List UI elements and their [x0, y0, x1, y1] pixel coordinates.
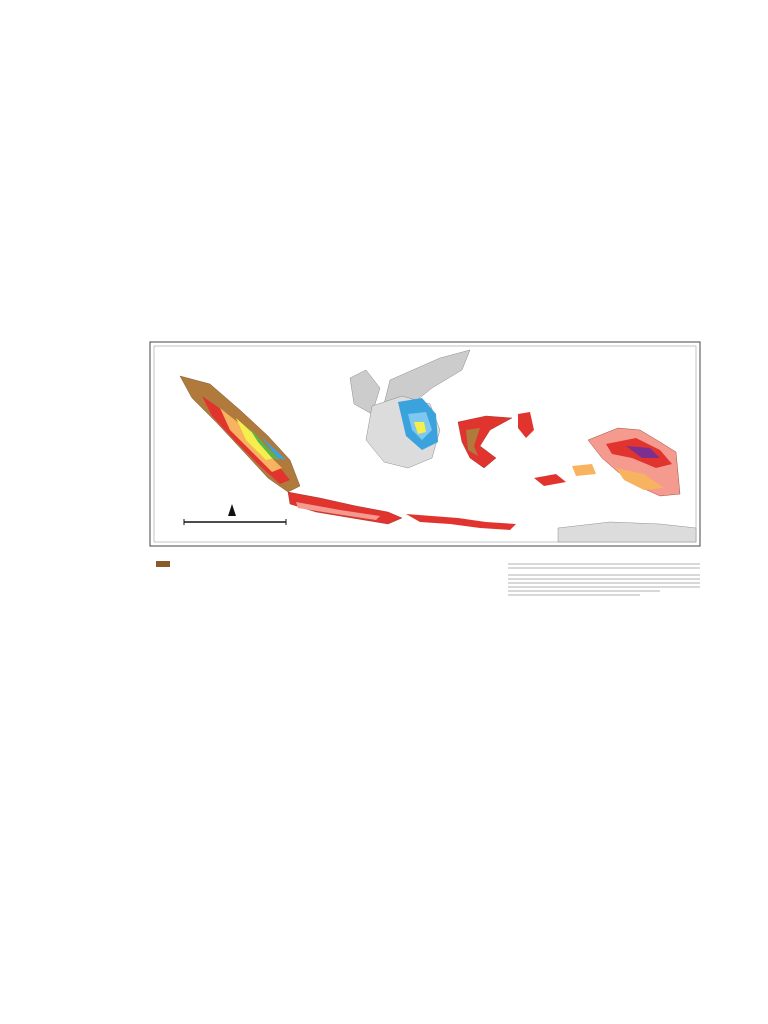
- seismic-map-figure: [140, 318, 708, 654]
- source-notes: [508, 564, 700, 595]
- seram-island: [572, 464, 596, 476]
- legend-swatch-brown: [156, 561, 170, 567]
- indonesia-map: [140, 318, 708, 654]
